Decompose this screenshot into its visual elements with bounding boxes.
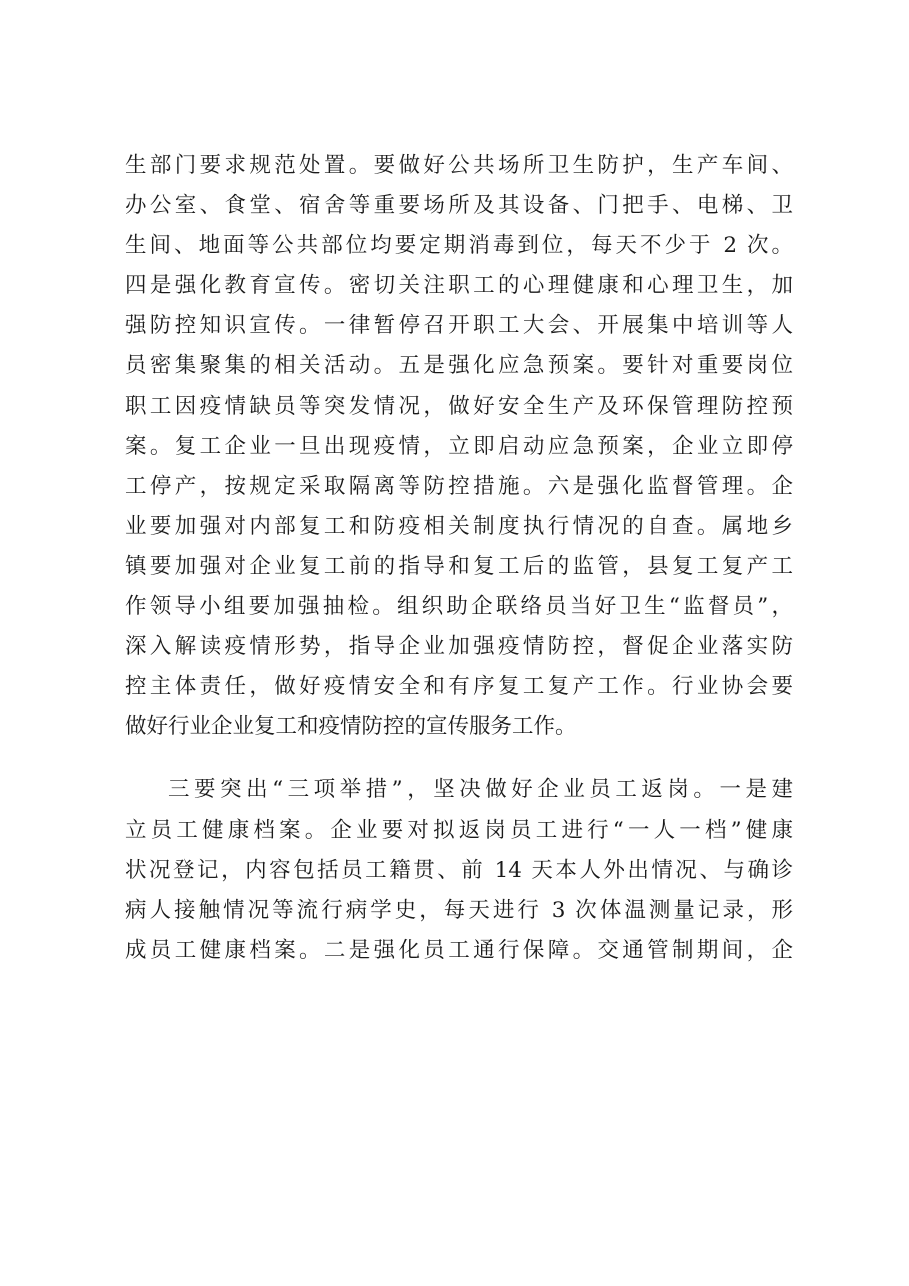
text-line-indented: 三要突出“三项举措”，坚决做好企业员工返岗。一是建 xyxy=(168,777,793,803)
text-line: 立员工健康档案。企业要对拟返岗员工进行“一人一档”健康 xyxy=(125,817,793,843)
text-line: 深入解读疫情形势，指导企业加强疫情防控，督促企业落实防 xyxy=(125,634,793,660)
text-line: 作领导小组要加强抽检。组织助企联络员当好卫生“监督员”， xyxy=(125,594,793,620)
text-line: 员密集聚集的相关活动。五是强化应急预案。要针对重要岗位 xyxy=(125,353,793,379)
text-line: 工停产，按规定采取隔离等防控措施。六是强化监督管理。企 xyxy=(125,473,793,499)
text-line: 成员工健康档案。二是强化员工通行保障。交通管制期间，企 xyxy=(125,937,793,963)
document-body xyxy=(125,146,793,971)
text-line: 做好行业企业复工和疫情防控的宣传服务工作。 xyxy=(125,714,577,740)
text-line: 病人接触情况等流行病学史，每天进行 3 次体温测量记录，形 xyxy=(125,897,793,923)
text-line: 状况登记，内容包括员工籍贯、前 14 天本人外出情况、与确诊 xyxy=(125,857,793,883)
paragraph-2 xyxy=(125,770,793,970)
text-line: 控主体责任，做好疫情安全和有序复工复产工作。行业协会要 xyxy=(125,674,793,700)
text-line: 强防控知识宣传。一律暂停召开职工大会、开展集中培训等人 xyxy=(125,313,793,339)
text-line: 案。复工企业一旦出现疫情，立即启动应急预案，企业立即停 xyxy=(125,433,793,459)
paragraph-spacing xyxy=(125,747,793,770)
paragraph-1 xyxy=(125,146,793,747)
text-line: 四是强化教育宣传。密切关注职工的心理健康和心理卫生，加 xyxy=(125,273,793,299)
text-line: 镇要加强对企业复工前的指导和复工后的监管，县复工复产工 xyxy=(125,553,793,579)
text-line: 业要加强对内部复工和防疫相关制度执行情况的自查。属地乡 xyxy=(125,513,793,539)
text-line: 办公室、食堂、宿舍等重要场所及其设备、门把手、电梯、卫 xyxy=(125,193,793,219)
text-line: 职工因疫情缺员等突发情况，做好安全生产及环保管理防控预 xyxy=(125,393,793,419)
text-line: 生间、地面等公共部位均要定期消毒到位，每天不少于 2 次。 xyxy=(125,233,793,259)
text-line: 生部门要求规范处置。要做好公共场所卫生防护，生产车间、 xyxy=(125,153,793,178)
